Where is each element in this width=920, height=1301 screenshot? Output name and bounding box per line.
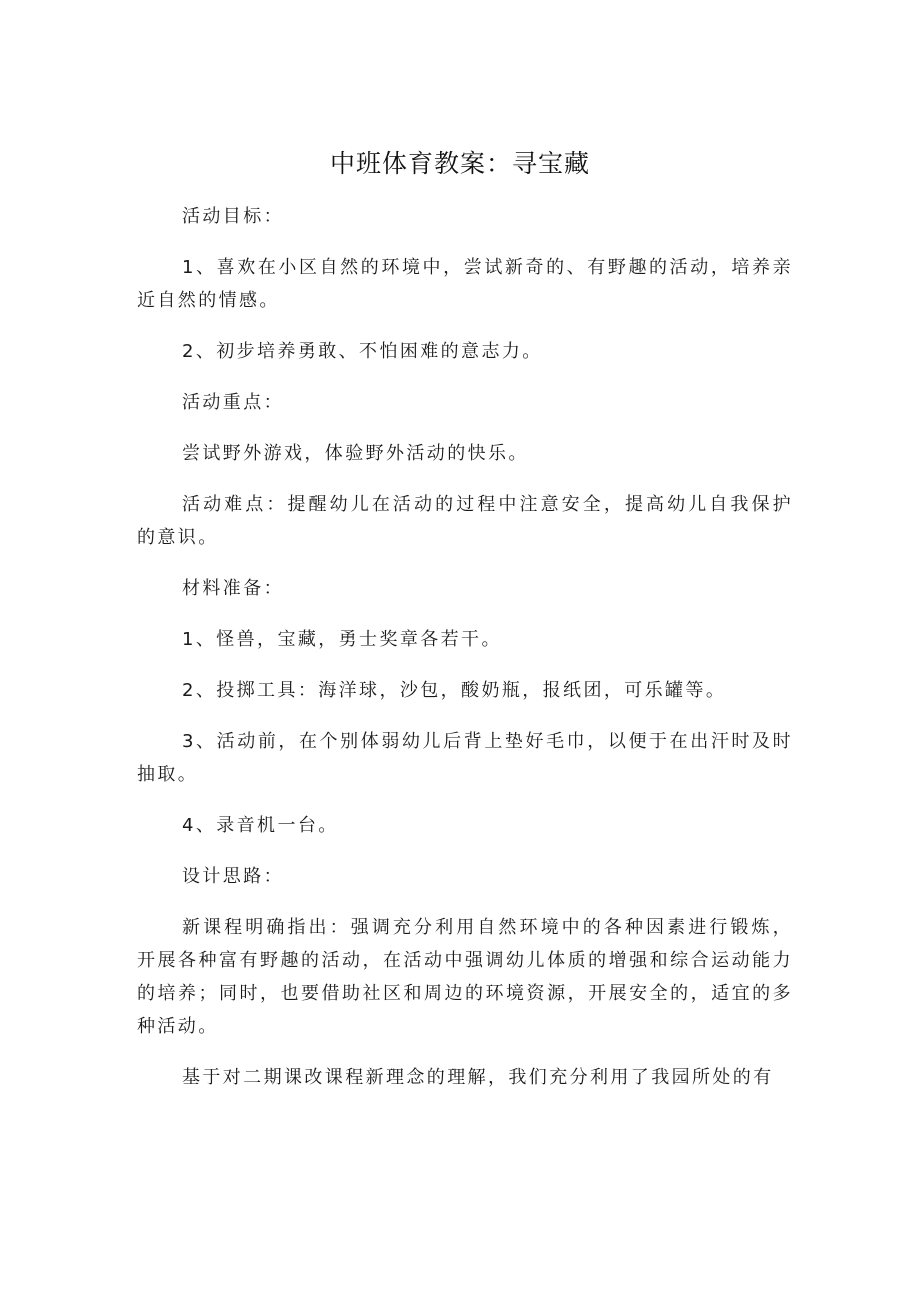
paragraph-material-1: 1、怪兽，宝藏，勇士奖章各若干。	[182, 629, 502, 650]
paragraph-activity-goals-heading: 活动目标：	[182, 206, 284, 227]
paragraph-design-2: 基于对二期课改课程新理念的理解，我们充分利用了我园所处的有	[182, 1067, 774, 1088]
paragraph-design-heading: 设计思路：	[182, 866, 284, 887]
paragraph-material-4: 4、录音机一台。	[182, 815, 339, 836]
paragraph-goal-1: 1、喜欢在小区自然的环境中，尝试新奇的、有野趣的活动，培养亲近自然的情感。	[137, 257, 793, 311]
paragraph-material-3: 3、活动前，在个别体弱幼儿后背上垫好毛巾，以便于在出汗时及时抽取。	[137, 731, 793, 785]
document-title: 中班体育教案：寻宝藏	[329, 149, 590, 178]
paragraph-goal-2: 2、初步培养勇敢、不怕困难的意志力。	[182, 341, 543, 362]
paragraph-difficulties: 活动难点：提醒幼儿在活动的过程中注意安全，提高幼儿自我保护的意识。	[137, 494, 793, 548]
paragraph-design-1: 新课程明确指出：强调充分利用自然环境中的各种因素进行锻炼，开展各种富有野趣的活动，在活动中强调幼儿体质的增强和综合运动能力的培养；同时，也要借助社区和周边的环境资源，开展安全的，适宜的多种活动。	[137, 917, 793, 1037]
paragraph-key-points-heading: 活动重点：	[182, 392, 284, 413]
paragraph-key-points: 尝试野外游戏，体验野外活动的快乐。	[182, 443, 529, 464]
paragraph-material-2: 2、投掷工具：海洋球，沙包，酸奶瓶，报纸团，可乐罐等。	[182, 680, 727, 701]
document-body	[137, 200, 793, 1112]
paragraph-materials-heading: 材料准备：	[182, 578, 284, 599]
